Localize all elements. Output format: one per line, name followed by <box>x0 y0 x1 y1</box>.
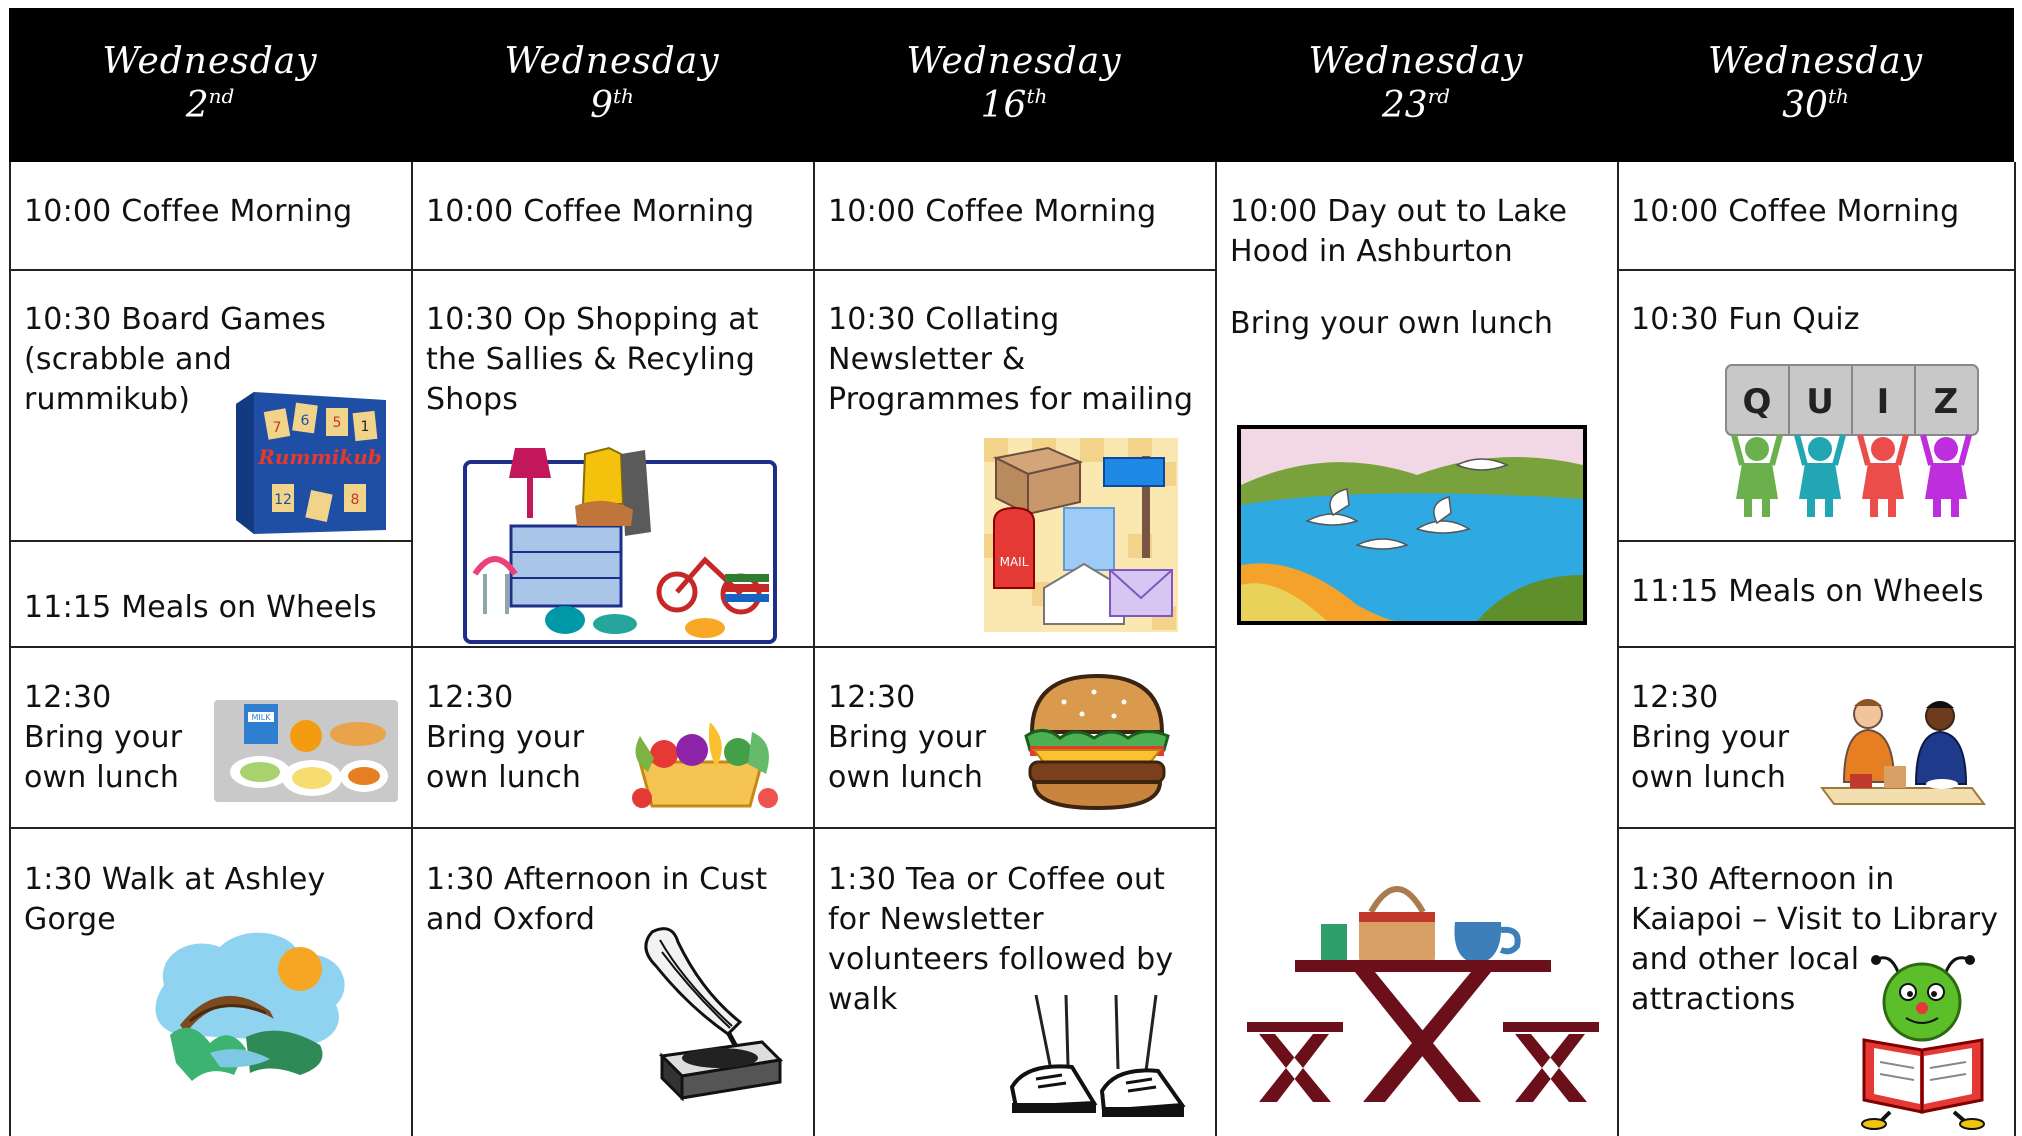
gramophone-icon <box>632 922 782 1098</box>
fruit-basket-icon <box>620 702 782 812</box>
event-bring-lunch: 12:30 Bring your own lunch <box>426 680 585 795</box>
event-collating-newsletter: 10:30 Collating Newsletter & Programmes for mailing <box>828 302 1194 417</box>
header-date: 9th <box>590 84 634 126</box>
grid-line <box>411 162 413 1136</box>
grid-line <box>9 540 411 542</box>
grid-line <box>1617 269 2016 271</box>
header-day: Wednesday <box>1707 41 1924 82</box>
grid-line <box>9 646 1215 648</box>
svg-text:5: 5 <box>332 415 342 431</box>
header-col-3 <box>813 8 1215 162</box>
quiz-people-icon <box>1720 355 1984 519</box>
svg-text:1: 1 <box>360 419 370 435</box>
event-tea-coffee-out: 1:30 Tea or Coffee out for Newsletter volunteers followed by walk <box>828 862 1174 1017</box>
event-bring-lunch: 12:30 Bring your own lunch <box>24 680 183 795</box>
header-col-5 <box>1617 8 2014 162</box>
grid-line <box>2014 162 2016 1136</box>
lake-swans-icon <box>1237 425 1587 625</box>
svg-text:6: 6 <box>300 413 310 429</box>
quiz-letter-z: Z <box>1933 382 1959 422</box>
grid-line <box>813 162 815 1136</box>
rummikub-box-text: Rummikub <box>258 445 382 469</box>
event-coffee-morning: 10:00 Coffee Morning <box>828 194 1157 229</box>
event-meals-on-wheels: 11:15 Meals on Wheels <box>1631 574 1984 609</box>
header-day: Wednesday <box>504 41 720 82</box>
event-meals-on-wheels: 11:15 Meals on Wheels <box>24 590 377 625</box>
event-bring-lunch: 12:30 Bring your own lunch <box>828 680 987 795</box>
quiz-letter-u: U <box>1806 382 1834 422</box>
walking-shoes-icon <box>1006 995 1186 1125</box>
event-walk-ashley-gorge: 1:30 Walk at Ashley Gorge <box>24 862 326 937</box>
quiz-letter-q: Q <box>1742 382 1772 422</box>
header-col-1 <box>9 8 411 162</box>
svg-text:MILK: MILK <box>251 713 271 722</box>
grid-line <box>1215 162 1217 1136</box>
grid-line <box>1617 162 1619 1136</box>
burger-icon <box>1024 672 1170 812</box>
bridge-landscape-icon <box>150 925 356 1083</box>
people-eating-icon <box>1822 692 1984 812</box>
event-fun-quiz: 10:30 Fun Quiz <box>1631 302 1860 337</box>
event-coffee-morning: 10:00 Coffee Morning <box>426 194 755 229</box>
event-bring-own-lunch: Bring your own lunch <box>1230 306 1554 341</box>
mail-box-text: MAIL <box>999 555 1029 569</box>
event-coffee-morning: 10:00 Coffee Morning <box>1631 194 1960 229</box>
quiz-letter-i: I <box>1876 382 1890 422</box>
svg-text:12: 12 <box>274 492 292 508</box>
event-afternoon-kaiapoi: 1:30 Afternoon in Kaiapoi – Visit to Library and other local attractions <box>1631 862 1999 1017</box>
mail-collage-icon <box>984 438 1178 632</box>
header-date: 30th <box>1782 84 1849 126</box>
lunch-tray-icon <box>214 700 398 802</box>
svg-text:7: 7 <box>272 420 282 436</box>
grid-line <box>1617 646 2016 648</box>
picnic-table-icon <box>1245 872 1601 1108</box>
grid-line <box>1617 827 2016 829</box>
event-bring-lunch: 12:30 Bring your own lunch <box>1631 680 1790 795</box>
grid-line <box>9 162 11 1136</box>
event-coffee-morning: 10:00 Coffee Morning <box>24 194 353 229</box>
grid-line <box>9 827 1215 829</box>
header-date: 16th <box>980 84 1048 126</box>
event-op-shopping: 10:30 Op Shopping at the Sallies & Recyling Shops <box>426 302 759 417</box>
event-afternoon-cust-oxford: 1:30 Afternoon in Cust and Oxford <box>426 862 768 937</box>
header-day: Wednesday <box>906 41 1122 82</box>
event-board-games: 10:30 Board Games (scrabble and rummikub) <box>24 302 327 417</box>
rummikub-box-icon <box>236 392 388 534</box>
header-col-2 <box>411 8 813 162</box>
bookworm-reading-icon <box>1850 952 1998 1128</box>
event-day-out-lake-hood: 10:00 Day out to Lake Hood in Ashburton <box>1230 194 1568 269</box>
header-date: 2nd <box>185 84 235 126</box>
header-col-4 <box>1215 8 1617 162</box>
grid-line <box>9 269 1215 271</box>
op-shop-junk-icon <box>455 414 785 644</box>
header-day: Wednesday <box>1308 41 1524 82</box>
header-day: Wednesday <box>102 41 318 82</box>
grid-line <box>1617 540 2016 542</box>
svg-text:8: 8 <box>350 492 360 508</box>
header-date: 23rd <box>1381 84 1451 126</box>
